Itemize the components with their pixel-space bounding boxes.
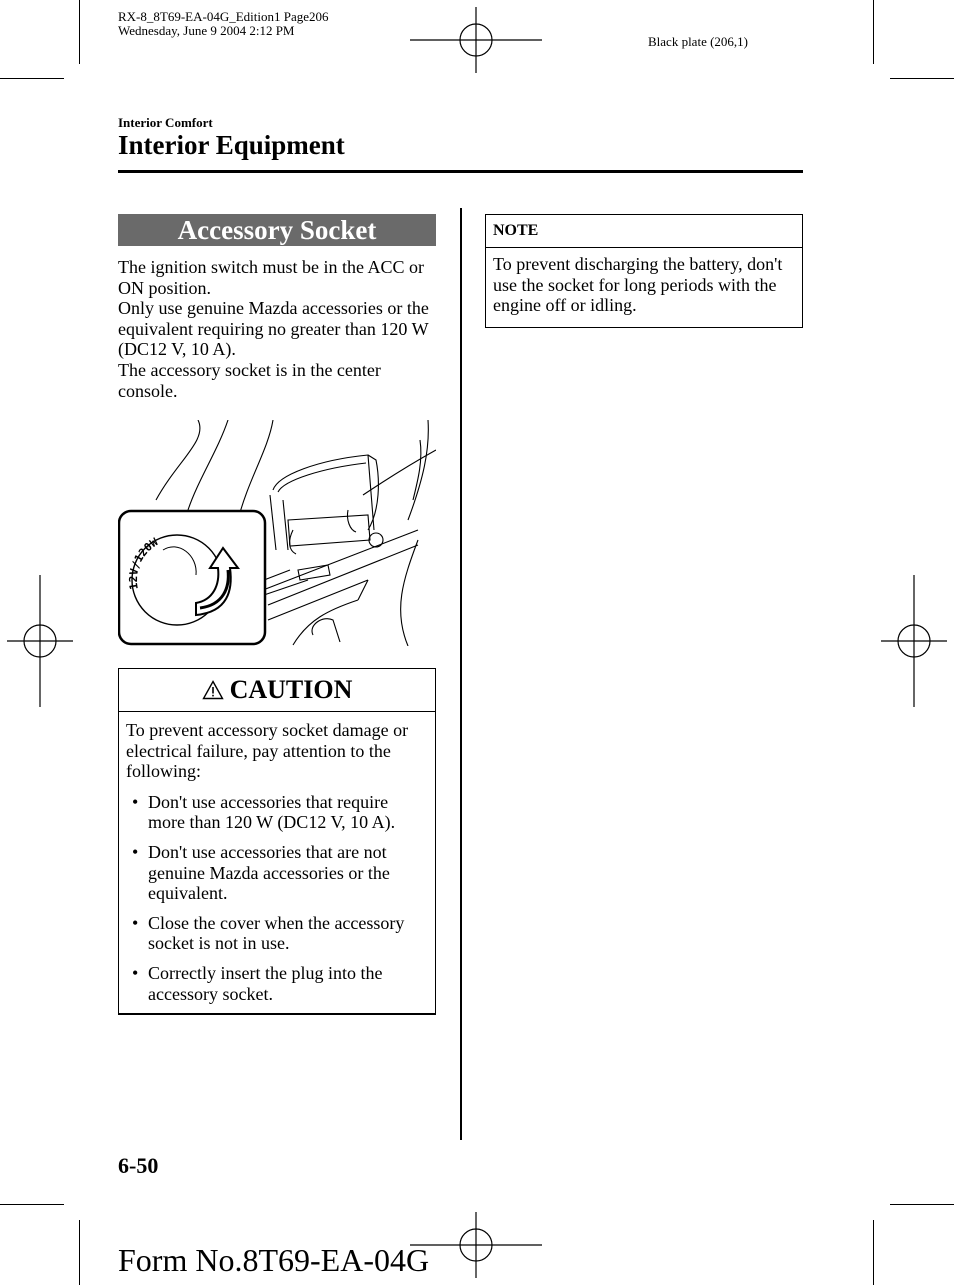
- title-rule: [118, 170, 803, 173]
- caution-item: [126, 842, 427, 904]
- caution-box: [118, 668, 436, 1015]
- bullet: •: [132, 962, 139, 983]
- bullet: •: [132, 912, 139, 933]
- column-divider: [460, 208, 462, 1140]
- crop-mark: [0, 78, 64, 79]
- accessory-socket-illustration: [118, 420, 436, 646]
- crop-mark: [0, 1204, 64, 1205]
- caution-item-text: Don't use accessories that are not genuine Mazda accessories or the equivalent.: [148, 841, 390, 904]
- crop-mark: [890, 1204, 954, 1205]
- crop-mark: [873, 0, 874, 64]
- caution-intro: To prevent accessory socket damage or electrical failure, pay attention to the following:: [126, 720, 409, 782]
- note-box: [485, 214, 803, 328]
- paragraph-genuine-accessories: Only use genuine Mazda accessories or the equivalent requiring no greater than 120 W (DC12 V, 10 A).: [118, 298, 429, 360]
- crop-mark: [79, 1220, 80, 1285]
- caution-item-text: Correctly insert the plug into the accessory socket.: [148, 962, 383, 1004]
- paragraph-ignition: The ignition switch must be in the ACC or ON position.: [118, 257, 424, 298]
- caution-list: [126, 792, 427, 1004]
- bullet: •: [132, 791, 139, 812]
- caution-item-text: Close the cover when the accessory socket is not in use.: [148, 912, 405, 954]
- caution-body: [119, 712, 435, 1012]
- print-header-line2: Wednesday, June 9 2004 2:12 PM: [118, 23, 295, 38]
- section-label: Interior Comfort: [118, 115, 213, 130]
- accessory-socket-body: [118, 257, 436, 401]
- crop-mark: [890, 78, 954, 79]
- registration-mark-top: [410, 5, 542, 75]
- form-number: Form No.8T69-EA-04G: [118, 1242, 430, 1278]
- accessory-socket-heading: Accessory Socket: [118, 214, 436, 246]
- registration-mark-bottom: [410, 1210, 542, 1280]
- crop-mark: [79, 0, 80, 64]
- registration-mark-right: [879, 575, 949, 707]
- caution-title: CAUTION: [229, 675, 353, 704]
- warning-triangle-icon: [202, 680, 224, 700]
- registration-mark-left: [5, 575, 75, 707]
- caution-item-text: Don't use accessories that require more than 120 W (DC12 V, 10 A).: [148, 791, 396, 833]
- print-header-file: [118, 10, 329, 38]
- print-header-line1: RX-8_8T69-EA-04G_Edition1 Page206: [118, 9, 329, 24]
- crop-mark: [873, 1220, 874, 1285]
- page-number: 6-50: [118, 1153, 159, 1178]
- note-title: NOTE: [486, 215, 802, 248]
- cap-label: 12V/120W: [126, 535, 161, 591]
- paragraph-location: The accessory socket is in the center console.: [118, 359, 381, 401]
- caution-item: [126, 792, 427, 833]
- page-title: Interior Equipment: [118, 130, 345, 160]
- caution-item: [126, 913, 427, 954]
- note-text: To prevent discharging the battery, don't use the socket for long periods with the engine off or idling.: [493, 254, 783, 316]
- black-plate-label: Black plate (206,1): [648, 34, 748, 49]
- caution-title-bar: [119, 669, 435, 712]
- bullet: •: [132, 841, 139, 862]
- caution-item: [126, 963, 427, 1004]
